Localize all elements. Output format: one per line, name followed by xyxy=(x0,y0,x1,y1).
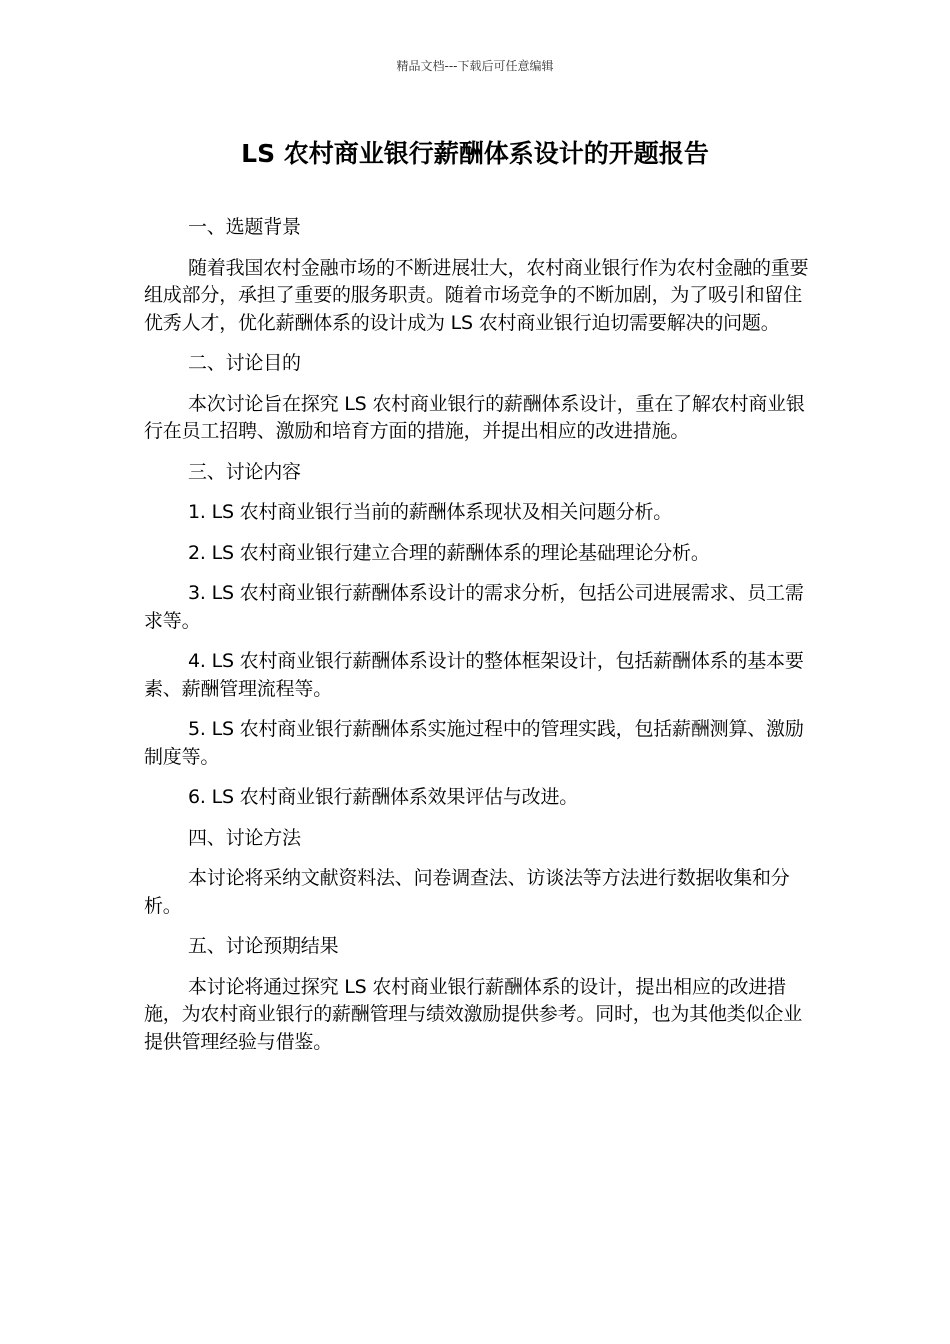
document-title: LS 农村商业银行薪酬体系设计的开题报告 xyxy=(241,139,709,168)
document-body xyxy=(144,214,810,1069)
header-note: 精品文档---下载后可任意编辑 xyxy=(396,59,554,73)
section-body-background: 随着我国农村金融市场的不断进展壮大，农村商业银行作为农村金融的重要组成部分，承担了重要的服务职责。随着市场竞争的不断加剧，为了吸引和留住优秀人才，优化薪酬体系的设计成为 LS 农村商业银行迫切需要解决的问题。 xyxy=(144,256,809,334)
content-list-item: 5. LS 农村商业银行薪酬体系实施过程中的管理实践，包括薪酬测算、激励制度等。 xyxy=(144,718,804,768)
section-heading-background: 一、选题背景 xyxy=(188,216,301,238)
section-body-method: 本讨论将采纳文献资料法、问卷调查法、访谈法等方法进行数据收集和分析。 xyxy=(144,867,790,917)
content-list-item: 6. LS 农村商业银行薪酬体系效果评估与改进。 xyxy=(188,786,579,808)
section-body-expected-results: 本讨论将通过探究 LS 农村商业银行薪酬体系的设计，提出相应的改进措施，为农村商业银行的薪酬管理与绩效激励提供参考。同时，也为其他类似企业提供管理经验与借鉴。 xyxy=(144,975,803,1053)
section-heading-method: 四、讨论方法 xyxy=(188,826,301,849)
section-heading-expected-results: 五、讨论预期结果 xyxy=(188,935,339,957)
content-list-item: 1. LS 农村商业银行当前的薪酬体系现状及相关问题分析。 xyxy=(188,501,673,523)
content-list-item: 3. LS 农村商业银行薪酬体系设计的需求分析，包括公司进展需求、员工需求等。 xyxy=(144,582,804,632)
section-body-purpose: 本次讨论旨在探究 LS 农村商业银行的薪酬体系设计，重在了解农村商业银行在员工招聘、激励和培育方面的措施，并提出相应的改进措施。 xyxy=(144,392,805,442)
content-list-item: 2. LS 农村商业银行建立合理的薪酬体系的理论基础理论分析。 xyxy=(188,541,710,564)
section-heading-content: 三、讨论内容 xyxy=(188,460,301,483)
content-list-item: 4. LS 农村商业银行薪酬体系设计的整体框架设计，包括薪酬体系的基本要素、薪酬管理流程等。 xyxy=(144,650,804,700)
section-heading-purpose: 二、讨论目的 xyxy=(188,352,301,374)
